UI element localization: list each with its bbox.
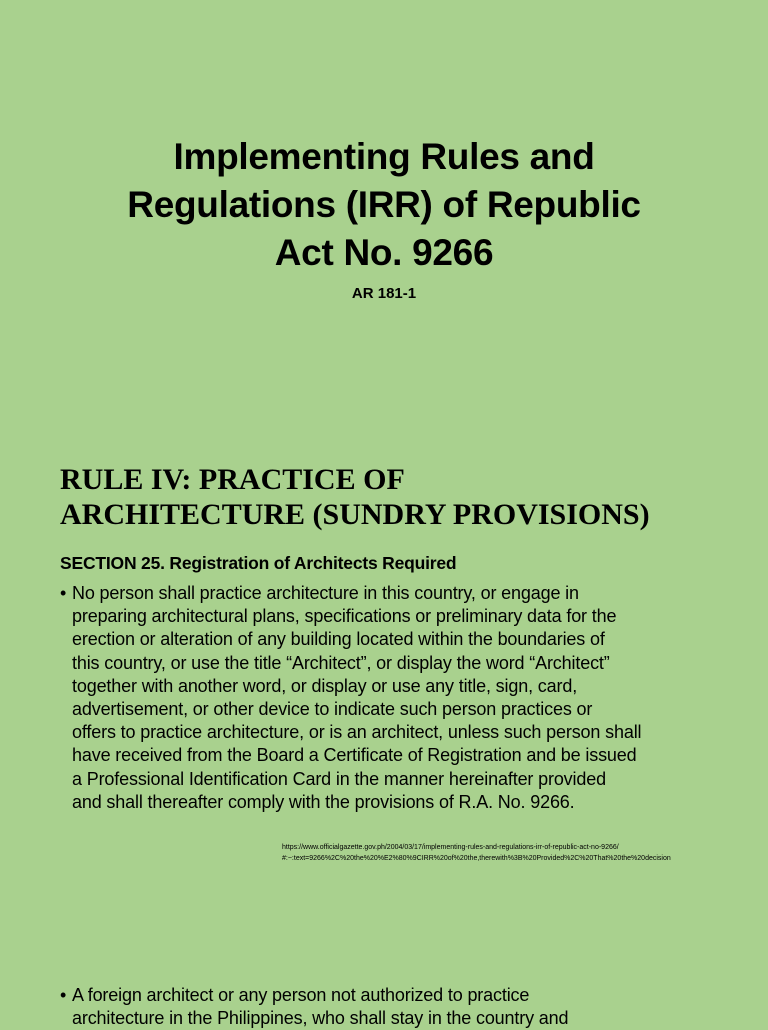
bullet-text <box>72 582 740 814</box>
rule-heading-line: ARCHITECTURE (SUNDRY PROVISIONS) <box>60 498 650 531</box>
bullet-line: preparing architectural plans, specifications or preliminary data for the <box>72 606 617 627</box>
source-link-line: #:~:text=9266%2C%20the%20%E2%80%9CIRR%20of%20the,therewith%3B%20Provided%2C%20That%20the%20decision <box>282 855 671 862</box>
bullet-line: No person shall practice architecture in this country, or engage in <box>72 583 579 603</box>
bullet-item <box>60 582 740 814</box>
source-link[interactable] <box>282 842 671 864</box>
source-link-line: https://www.officialgazette.gov.ph/2004/03/17/implementing-rules-and-regulations-irr-of-republic-act-no-9266/ <box>282 844 619 851</box>
title-line: Act No. 9266 <box>274 232 494 273</box>
bullet-marker: • <box>60 985 67 1005</box>
rule-heading-line: RULE IV: PRACTICE OF <box>60 463 405 496</box>
document-title <box>0 133 768 277</box>
document-code: AR 181-1 <box>351 285 417 302</box>
bullet-line: have received from the Board a Certificate of Registration and be issued <box>72 745 637 766</box>
bullet-line: offers to practice architecture, or is an architect, unless such person shall <box>72 722 642 743</box>
bullet-line: and shall thereafter comply with the provisions of R.A. No. 9266. <box>72 791 575 812</box>
bullet-line: A foreign architect or any person not authorized to practice <box>72 985 530 1005</box>
bullet-line: a Professional Identification Card in the manner hereinafter provided <box>72 768 606 789</box>
bullet-line: together with another word, or display or use any title, sign, card, <box>72 675 578 696</box>
bullet-marker: • <box>60 583 67 603</box>
bullet-line: architecture in the Philippines, who shall stay in the country and <box>72 1008 569 1029</box>
rule-heading <box>60 462 740 532</box>
bullet-line: this country, or use the title “Architect”, or display the word “Architect” <box>72 652 610 673</box>
bullet-item <box>60 984 740 1030</box>
bullet-text <box>72 984 740 1030</box>
bullet-line: erection or alteration of any building located within the boundaries of <box>72 629 605 650</box>
bullet-line: advertisement, or other device to indicate such person practices or <box>72 699 593 720</box>
title-line: Implementing Rules and <box>173 136 595 177</box>
title-line: Regulations (IRR) of Republic <box>127 184 641 225</box>
section-heading: SECTION 25. Registration of Architects Required <box>60 553 457 573</box>
